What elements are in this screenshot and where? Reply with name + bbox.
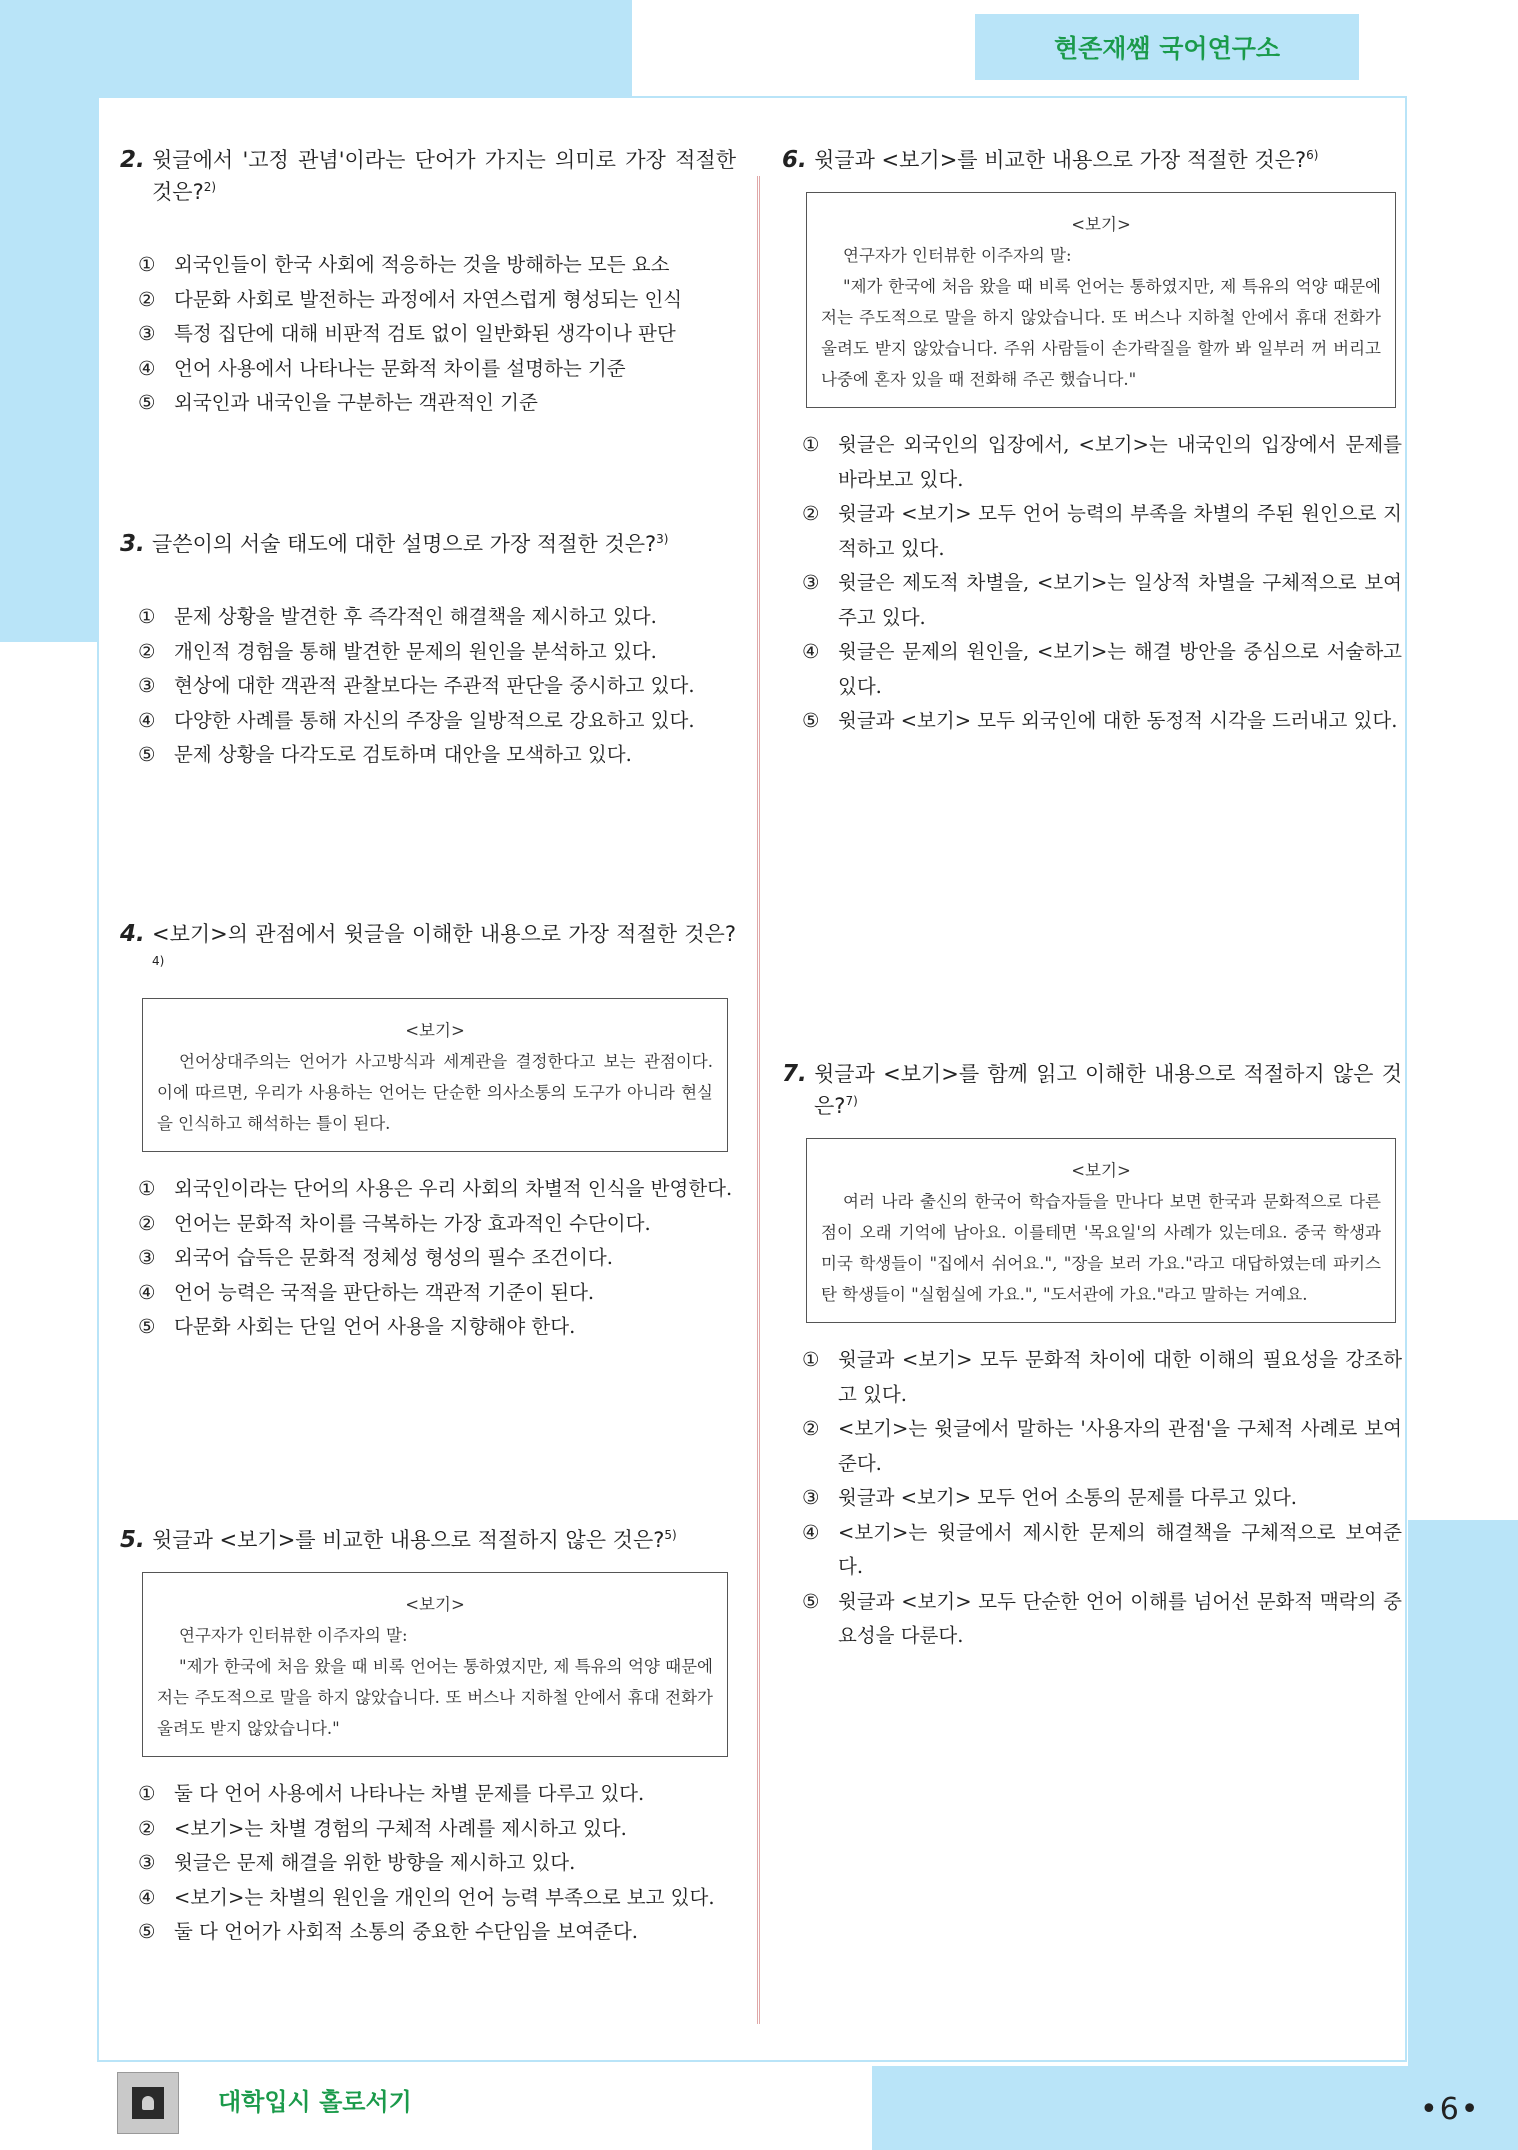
choice-5[interactable]: ⑤ 윗글과 <보기> 모두 단순한 언어 이해를 넘어선 문화적 맥락의 중요성을 다룬다. [802,1589,1402,1647]
footnote-ref: 5) [664,1528,677,1542]
left-accent-strip [0,96,97,642]
footnote-ref: 6) [1306,148,1319,162]
choice-4[interactable]: ④ 다양한 사례를 통해 자신의 주장을 일방적으로 강요하고 있다. [138,708,695,732]
question-title [120,144,736,208]
bogi-title: <보기> [405,1021,465,1040]
choice-4[interactable]: ④ <보기>는 차별의 원인을 개인의 언어 능력 부족으로 보고 있다. [138,1885,715,1909]
column-divider [757,176,760,2024]
header-title: 현존재쌤 국어연구소 [975,14,1359,80]
question-number: 3. [120,531,145,557]
footer-title: 대학입시 홀로서기 [218,2088,412,2116]
question-text: 글쓴이의 서술 태도에 대한 설명으로 가장 적절한 것은? [152,532,657,556]
bogi-intro: 연구자가 인터뷰한 이주자의 말: [843,246,1072,265]
question-title [120,528,736,560]
question-title [120,1524,736,1556]
choice-2[interactable]: ② <보기>는 차별 경험의 구체적 사례를 제시하고 있다. [138,1816,627,1840]
choice-5[interactable]: ⑤ 다문화 사회는 단일 언어 사용을 지향해야 한다. [138,1315,576,1338]
choice-5[interactable]: ⑤ 문제 상황을 다각도로 검토하며 대안을 모색하고 있다. [138,743,632,766]
question-text: <보기>의 관점에서 윗글을 이해한 내용으로 가장 적절한 것은? [152,922,736,946]
bogi-intro: 연구자가 인터뷰한 이주자의 말: [179,1626,408,1645]
question-text: 윗글과 <보기>를 비교한 내용으로 적절하지 않은 것은? [152,1528,665,1552]
choice-3[interactable]: ③ 윗글은 문제 해결을 위한 방향을 제시하고 있다. [138,1851,576,1874]
choice-1[interactable]: ① 외국인들이 한국 사회에 적응하는 것을 방해하는 모든 요소 [138,253,670,276]
top-left-accent [0,0,632,96]
footnote-ref: 7) [845,1094,858,1108]
footer-logo-icon [117,2072,179,2134]
question-text: 윗글과 <보기>를 비교한 내용으로 가장 적절한 것은? [814,148,1307,172]
bogi-quote: "제가 한국에 처음 왔을 때 비록 언어는 통하였지만, 제 특유의 억양 때문에 저는 주도적으로 말을 하지 않았습니다. 또 버스나 지하철 안에서 휴대 전화가 울려도 받지 않았습니다. 주위 사람들이 손가락질을 할까 봐 일부러 꺼 버리고 나중에 혼자 있을 때 전화해 주곤 했습니다." [821,277,1381,389]
question-text: 윗글에서 '고정 관념'이라는 단어가 가지는 의미로 가장 적절한 것은? [152,148,736,204]
choice-4[interactable]: ④ 언어 능력은 국적을 판단하는 객관적 기준이 된다. [138,1280,595,1304]
question-number: 6. [782,147,807,173]
choice-3[interactable]: ③ 윗글은 제도적 차별을, <보기>는 일상적 차별을 구체적으로 보여주고 있다. [802,571,1402,629]
question-title [782,1058,1402,1122]
choice-5[interactable]: ⑤ 둘 다 언어가 사회적 소통의 중요한 수단임을 보여준다. [138,1920,639,1943]
choice-3[interactable]: ③ 외국어 습득은 문화적 정체성 형성의 필수 조건이다. [138,1246,613,1269]
choice-5[interactable]: ⑤ 윗글과 <보기> 모두 외국인에 대한 동정적 시각을 드러내고 있다. [802,709,1398,732]
choice-1[interactable]: ① 외국인이라는 단어의 사용은 우리 사회의 차별적 인식을 반영한다. [138,1177,733,1200]
bogi-title: <보기> [405,1595,465,1614]
question-number: 2. [120,147,145,173]
choice-3[interactable]: ③ 특정 집단에 대해 비판적 검토 없이 일반화된 생각이나 판단 [138,322,676,345]
choice-1[interactable]: ① 문제 상황을 발견한 후 즉각적인 해결책을 제시하고 있다. [138,605,657,628]
choice-list [782,428,1402,739]
choice-list [120,600,736,773]
choice-3[interactable]: ③ 윗글과 <보기> 모두 언어 소통의 문제를 다루고 있다. [802,1486,1298,1509]
question-7 [782,1058,1402,1654]
question-3 [120,528,736,773]
logo-mark [132,2087,164,2119]
choice-2[interactable]: ② 개인적 경험을 통해 발견한 문제의 원인을 분석하고 있다. [138,639,657,663]
choice-list [782,1343,1402,1654]
choice-2[interactable]: ② <보기>는 윗글에서 말하는 '사용자의 관점'을 구체적 사례로 보여준다. [802,1417,1402,1475]
question-number: 5. [120,1527,145,1553]
question-number: 4. [120,921,145,947]
choice-1[interactable]: ① 둘 다 언어 사용에서 나타나는 차별 문제를 다루고 있다. [138,1782,645,1805]
bogi-body: 언어상대주의는 언어가 사고방식과 세계관을 결정한다고 보는 관점이다. 이에 따르면, 우리가 사용하는 언어는 단순한 의사소통의 도구가 아니라 현실을 인식하고 해석하는 틀이 된다. [157,1052,713,1133]
page-number: •6• [1420,2092,1481,2127]
choice-list [120,1172,736,1345]
choice-2[interactable]: ② 다문화 사회로 발전하는 과정에서 자연스럽게 형성되는 인식 [138,287,683,311]
choice-list [120,1777,736,1950]
bogi-title: <보기> [1071,215,1131,234]
bogi-body: 여러 나라 출신의 한국어 학습자들을 만나다 보면 한국과 문화적으로 다른 점이 오래 기억에 남아요. 이를테면 '목요일'의 사례가 있는데요. 중국 학생과 미국 학생들이 "집에서 쉬어요.", "장을 보러 가요."라고 대답하였는데 파키스탄 학생들이 "실험실에 가요.", "도서관에 가요."라고 말하는 거예요. [821,1192,1381,1304]
bogi-box [142,1572,728,1757]
choice-1[interactable]: ① 윗글과 <보기> 모두 문화적 차이에 대한 이해의 필요성을 강조하고 있다. [802,1348,1402,1406]
choice-4[interactable]: ④ 윗글은 문제의 원인을, <보기>는 해결 방안을 중심으로 서술하고 있다. [802,640,1402,698]
bogi-box [806,192,1396,408]
choice-4[interactable]: ④ <보기>는 윗글에서 제시한 문제의 해결책을 구체적으로 보여준다. [802,1520,1402,1578]
bogi-title: <보기> [1071,1161,1131,1180]
right-accent-strip [1408,1520,1518,2150]
footnote-ref: 4) [152,954,165,968]
choice-2[interactable]: ② 언어는 문화적 차이를 극복하는 가장 효과적인 수단이다. [138,1211,651,1235]
question-text: 윗글과 <보기>를 함께 읽고 이해한 내용으로 적절하지 않은 것은? [814,1062,1402,1118]
question-4 [120,918,736,1345]
question-6 [782,144,1402,739]
choice-3[interactable]: ③ 현상에 대한 객관적 관찰보다는 주관적 판단을 중시하고 있다. [138,674,695,697]
question-title [782,144,1402,176]
question-number: 7. [782,1061,807,1087]
footnote-ref: 3) [656,532,669,546]
question-5 [120,1524,736,1950]
choice-5[interactable]: ⑤ 외국인과 내국인을 구분하는 객관적인 기준 [138,391,538,414]
question-2 [120,144,736,421]
choice-list [120,248,736,421]
choice-4[interactable]: ④ 언어 사용에서 나타나는 문화적 차이를 설명하는 기준 [138,356,626,380]
question-title [120,918,736,982]
bogi-box [806,1138,1396,1323]
choice-2[interactable]: ② 윗글과 <보기> 모두 언어 능력의 부족을 차별의 주된 원인으로 지적하고 있다. [802,502,1402,560]
logo-dot [142,2096,154,2110]
bogi-box [142,998,728,1152]
footnote-ref: 2) [203,180,217,194]
choice-1[interactable]: ① 윗글은 외국인의 입장에서, <보기>는 내국인의 입장에서 문제를 바라보고 있다. [802,433,1402,491]
bogi-quote: "제가 한국에 처음 왔을 때 비록 언어는 통하였지만, 제 특유의 억양 때문에 저는 주도적으로 말을 하지 않았습니다. 또 버스나 지하철 안에서 휴대 전화가 울려도 받지 않았습니다." [157,1657,713,1738]
